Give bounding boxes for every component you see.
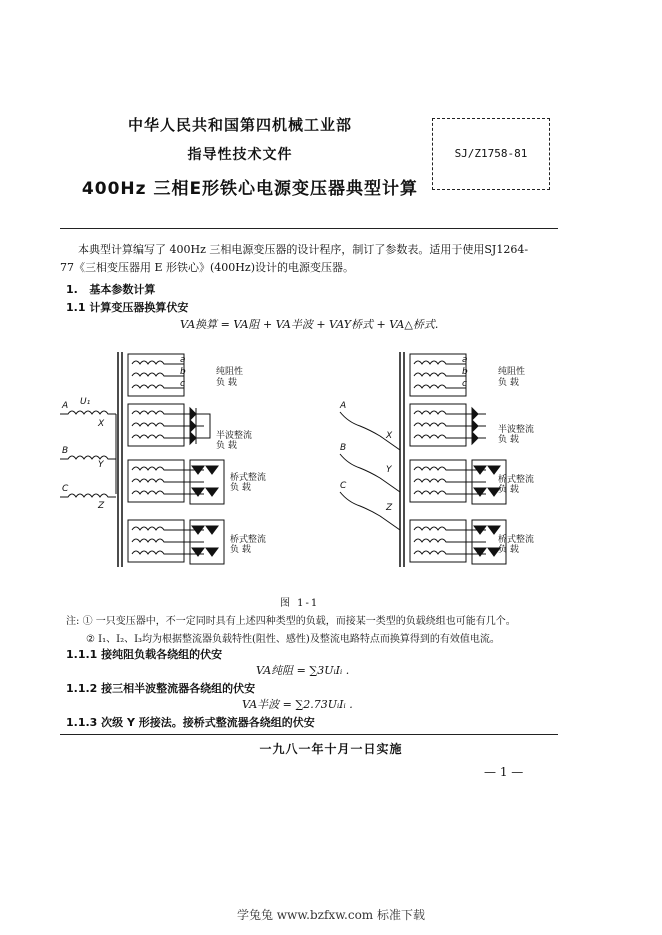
section-1-1-1-number: 1.1.1	[66, 648, 98, 661]
note-1	[66, 612, 516, 627]
note-1-mark: ①	[82, 616, 93, 627]
section-1-heading	[66, 281, 155, 297]
section-1-1-3-title: 次级 Y 形接法。接桥式整流器各绕组的伏安	[101, 716, 315, 729]
left-winding-b: b	[180, 367, 186, 377]
bottom-rule	[60, 734, 558, 735]
figure-caption: 图 1-1	[280, 598, 320, 609]
right-secondary-bridge-1	[410, 460, 506, 504]
section-1-1-3-heading	[66, 714, 315, 730]
note-label: 注:	[66, 616, 80, 627]
left-primary-windings	[60, 411, 116, 497]
section-1-1-number: 1.1	[66, 301, 86, 314]
left-end-label-y: Y	[98, 460, 104, 470]
left-secondary-bridge-1	[128, 460, 224, 504]
right-end-label-y: Y	[386, 465, 392, 475]
left-winding-a: a	[180, 355, 186, 365]
note-2	[86, 630, 500, 645]
section-1-1-1-title: 接纯阻负载各绕组的伏安	[101, 648, 223, 661]
right-load-half-1: 半波整流	[498, 425, 535, 435]
right-phase-label-c: C	[340, 481, 347, 491]
left-phase-label-a: A	[62, 401, 69, 411]
right-load-resistive-2: 负 载	[498, 378, 519, 388]
right-end-label-z: Z	[386, 503, 393, 513]
standard-code-box	[432, 118, 550, 190]
left-load-resistive-2: 负 载	[216, 378, 237, 388]
left-secondary-half-wave	[128, 404, 210, 446]
section-1-title: 基本参数计算	[89, 283, 156, 296]
left-end-label-x: X	[98, 419, 105, 429]
right-load-resistive-1: 纯阻性	[498, 367, 526, 377]
left-secondary-bridge-2	[128, 520, 224, 564]
left-phase-label-b: B	[62, 446, 69, 456]
implementation-date: 一九八一年十月一日实施	[259, 742, 403, 756]
note-2-mark: ②	[86, 634, 95, 645]
note-1-text: 一只变压器中，不一定同时具有上述四种类型的负载，而接某一类型的负载绕组也可能有几个。	[95, 616, 516, 627]
left-primary-voltage: U₁	[80, 397, 91, 407]
right-load-bridge1-1: 桥式整流	[498, 475, 535, 485]
document-title: 400Hz 三相E形铁心电源变压器典型计算	[81, 179, 419, 199]
section-1-1-2-heading	[66, 680, 255, 696]
section-1-1-2-title: 接三相半波整流器各绕组的伏安	[101, 682, 256, 695]
section-1-number: 1.	[66, 283, 78, 296]
formula-total-va: VA换算 = VA阻 + VA半波 + VAY桥式 + VA△桥式.	[180, 318, 439, 331]
intro-line-2: 77《三相变压器用 E 形铁心》(400Hz)设计的电源变压器。	[60, 261, 354, 274]
right-secondary-bridge-2	[410, 520, 506, 564]
left-load-bridge1-1: 桥式整流	[230, 473, 267, 483]
right-winding-a: a	[462, 355, 468, 365]
note-2-text: I₁、I₂、I₃均为根据整流器负载特性(阻性、感性)及整流电路特点而换算得到的有效值电流。	[98, 634, 500, 645]
left-end-label-z: Z	[98, 501, 105, 511]
section-1-1-1-heading	[66, 646, 222, 662]
left-load-half-1: 半波整流	[216, 431, 253, 441]
right-load-bridge1-2: 负 载	[498, 485, 519, 495]
formula-half-wave: VA半波 = ∑2.73UᵢIᵢ .	[242, 698, 353, 711]
left-winding-c: c	[180, 379, 185, 389]
left-load-resistive-1: 纯阻性	[216, 367, 244, 377]
right-load-half-2: 负 载	[498, 435, 519, 445]
right-load-bridge2-1: 桥式整流	[498, 535, 535, 545]
section-1-1-3-number: 1.1.3	[66, 716, 98, 729]
left-load-bridge2-2: 负 载	[230, 545, 251, 555]
right-load-bridge2-2: 负 载	[498, 545, 519, 555]
standard-code: SJ/Z1758-81	[454, 147, 528, 160]
section-1-1-title: 计算变压器换算伏安	[89, 301, 189, 314]
right-end-label-x: X	[386, 431, 393, 441]
organization-heading: 中华人民共和国第四机械工业部	[127, 116, 352, 134]
right-winding-c: c	[462, 379, 467, 389]
right-secondary-resistive	[410, 354, 466, 396]
section-1-1-2-number: 1.1.2	[66, 682, 98, 695]
left-phase-label-c: C	[62, 484, 69, 494]
formula-resistive: VA纯阻 = ∑3UᵢIᵢ .	[256, 664, 350, 677]
right-winding-b: b	[462, 367, 468, 377]
document-type: 指导性技术文件	[187, 147, 293, 163]
right-phase-label-b: B	[340, 443, 347, 453]
page-number: — 1 —	[484, 765, 524, 779]
left-load-half-2: 负 载	[216, 441, 237, 451]
left-load-bridge2-1: 桥式整流	[230, 535, 267, 545]
top-rule	[60, 228, 558, 229]
intro-line-1: 本典型计算编写了 400Hz 三相电源变压器的设计程序，制订了参数表。适用于使用SJ1264-	[78, 243, 529, 256]
figure-1-1	[40, 342, 540, 587]
right-secondary-half-wave	[410, 404, 486, 446]
section-1-1-heading	[66, 299, 188, 315]
left-secondary-resistive	[128, 354, 184, 396]
right-phase-label-a: A	[340, 401, 347, 411]
left-load-bridge1-2: 负 载	[230, 483, 251, 493]
watermark-footer: 学兔兔 www.bzfxw.com 标准下载	[236, 908, 426, 922]
